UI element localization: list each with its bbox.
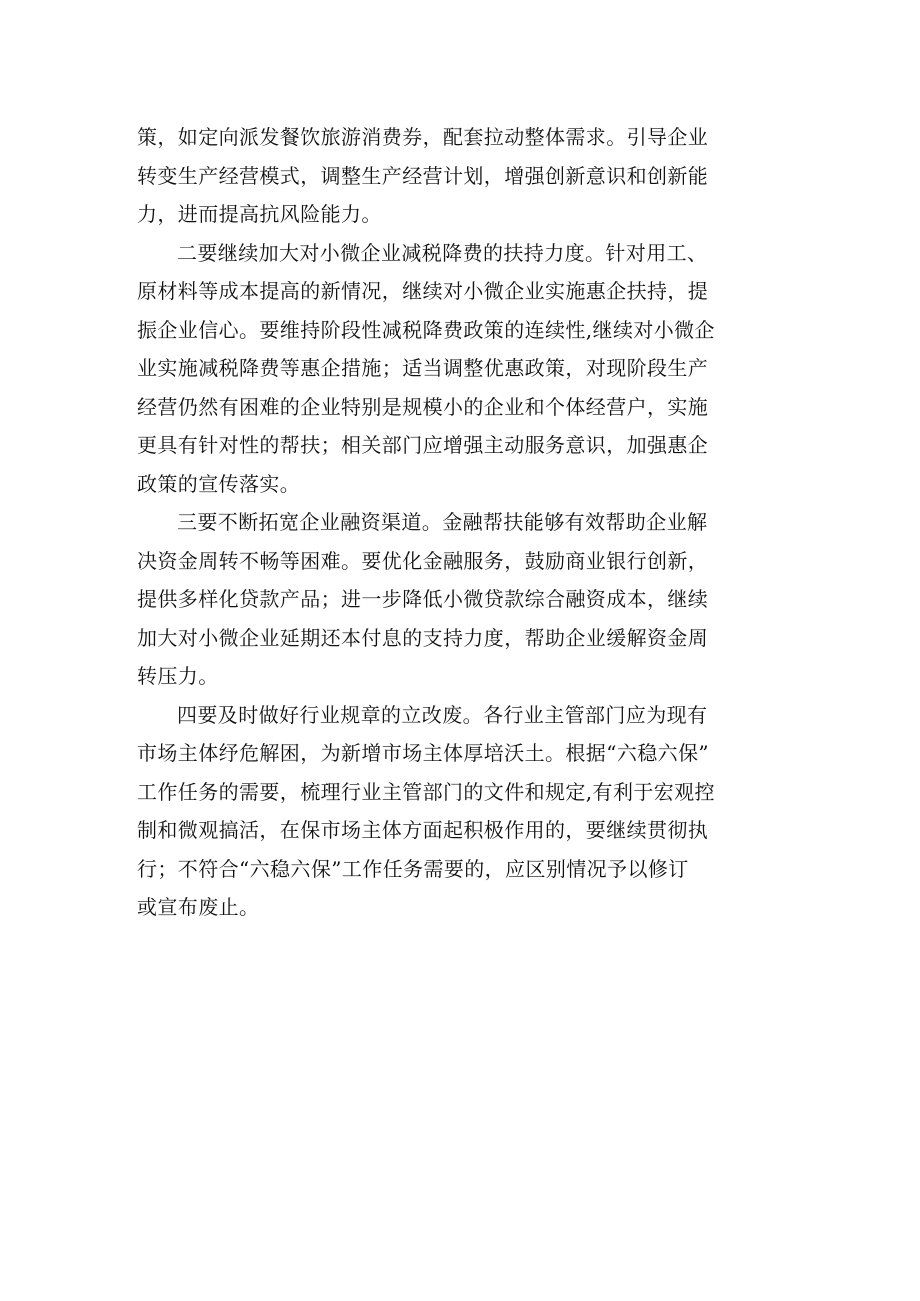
- paragraph-line: 四要及时做好行业规章的立改废。各行业主管部门应为现有: [177, 702, 708, 727]
- paragraph-line: 转压力。: [137, 664, 219, 688]
- paragraph-line: 提供多样化贷款产品；进一步降低小微贷款综合融资成本，继续: [137, 587, 709, 611]
- paragraph-line: 决资金周转不畅等困难。要优化金融服务，鼓励商业银行创新，: [137, 548, 709, 573]
- paragraph-line: 原材料等成本提高的新情况，继续对小微企业实施惠企扶持，提: [137, 279, 709, 303]
- paragraph-line: 行；不符合“六稳六保”工作任务需要的，应区别情况予以修订: [137, 856, 689, 881]
- paragraph-2: [137, 234, 789, 504]
- paragraph-line: 经营仍然有困难的企业特别是规模小的企业和个体经营户，实施: [137, 394, 709, 419]
- paragraph-line: 或宣布废止。: [137, 895, 260, 919]
- paragraph-line: 转变生产经营模式，调整生产经营计划，增强创新意识和创新能: [137, 163, 709, 188]
- paragraph-line: 制和微观搞活，在保市场主体方面起积极作用的，要继续贯彻执: [137, 818, 709, 842]
- paragraph-1: [137, 118, 789, 234]
- paragraph-line: 三要不断拓宽企业融资渠道。金融帮扶能够有效帮助企业解: [177, 510, 708, 534]
- paragraph-4: [137, 696, 789, 927]
- paragraph-line: 策，如定向派发餐饮旅游消费券，配套拉动整体需求。引导企业: [137, 125, 709, 149]
- paragraph-line: 工作任务的需要，梳理行业主管部门的文件和规定,有利于宏观控: [137, 779, 715, 804]
- paragraph-3: [137, 503, 789, 696]
- paragraph-line: 政策的宣传落实。: [137, 471, 301, 496]
- paragraph-line: 更具有针对性的帮扶；相关部门应增强主动服务意识，加强惠企: [137, 433, 709, 457]
- paragraph-line: 力，进而提高抗风险能力。: [137, 202, 382, 226]
- paragraph-line: 二要继续加大对小微企业减税降费的扶持力度。针对用工、: [177, 240, 708, 265]
- paragraph-line: 振企业信心。要维持阶段性减税降费政策的连续性,继续对小微企: [137, 317, 715, 342]
- paragraph-line: 加大对小微企业延期还本付息的支持力度，帮助企业缓解资金周: [137, 625, 709, 650]
- paragraph-line: 市场主体纾危解困，为新增市场主体厚培沃土。根据“六稳六保”: [137, 741, 710, 765]
- paragraph-line: 业实施减税降费等惠企措施；适当调整优惠政策，对现阶段生产: [137, 356, 709, 380]
- body-text: [137, 118, 789, 927]
